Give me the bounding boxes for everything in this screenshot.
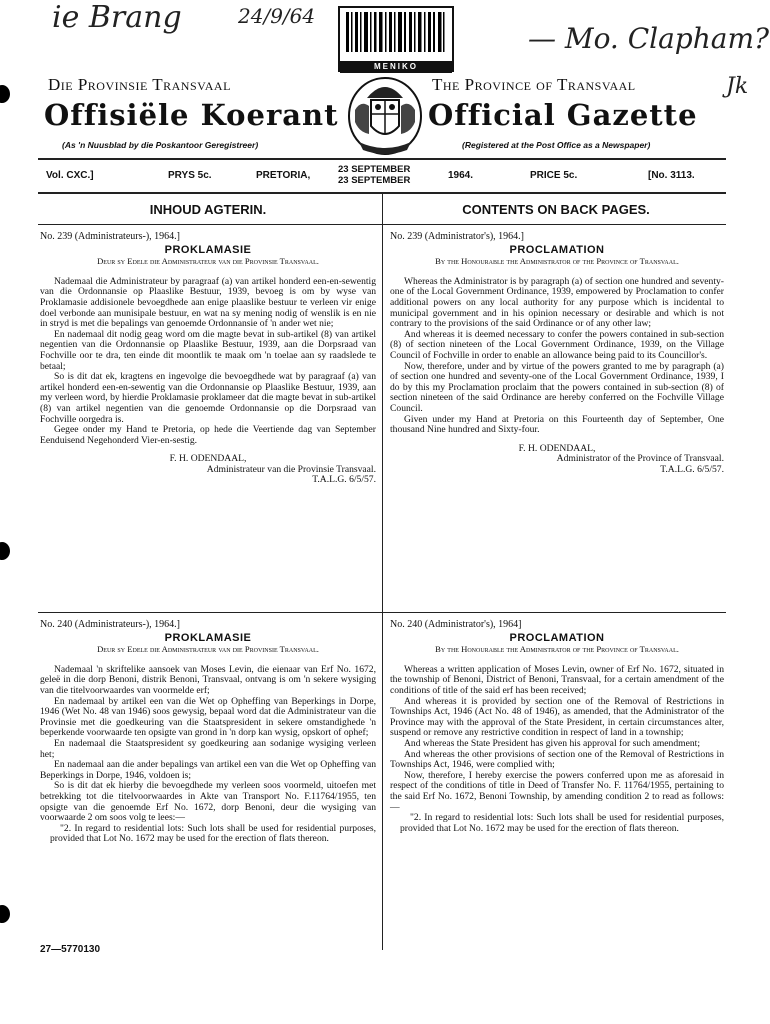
place: PRETORIA, [256,170,311,181]
notice-title: PROCLAMATION [509,631,605,644]
notice-paragraph: Nademaal 'n skriftelike aansoek van Moses Levin, die eienaar van Erf No. 1672, geleë in die dorp Benoni, distrik Benoni, Transvaal, ontvang is om 'n sekere wysiging van die titelvoorwaardes van voormelde erf; [40,663,376,696]
notice-subtitle: By the Honourable the Administrator of the Province of Transvaal. [435,256,679,267]
rule [38,158,726,160]
masthead-left-name: Offisiële Koerant [44,98,339,132]
notice-paragraph: Whereas the Administrator is by paragraph (a) of section one hundred and seventy-one of the Local Government Ordinance, 1939, empowered by Proclamation to confer additional powers on any local authority for any purpose which is incidental to municipal government and in his opinion necessary or desirable and which is not contrary to the provisions of the said Ordinance or of any other law; [390,275,724,330]
notice-subtitle: Deur sy Edele die Administrateur van die Provinsie Transvaal. [97,644,319,655]
notice-240-en [390,620,724,834]
notice-paragraph: En nademaal aan die ander bepalings van artikel een van die Wet op Opheffing van Beperkings in Dorpe, 1946, voldoen is; [40,759,376,781]
coat-of-arms [345,70,425,163]
notice-number: No. 239 (Administrator's), 1964.] [390,231,525,242]
year: 1964. [448,170,474,181]
notice-title: PROKLAMASIE [164,243,252,256]
volume: Vol. CXC.] [46,170,94,181]
signatory-role: Administrateur van die Provinsie Transvaal. [206,463,376,475]
notice-paragraph: Whereas a written application of Moses Levin, owner of Erf No. 1672, situated in the township of Benoni, District of Benoni, Transvaal, for a certain amendment of the conditions of title of the said erf has been received; [390,663,724,696]
masthead-right-title: The Province of Transvaal [432,75,636,94]
notice-239-af [40,232,376,486]
masthead-left-sub: (As 'n Nuusblad by die Poskantoor Geregistreer) [62,140,259,150]
price-en: PRICE 5c. [530,170,578,181]
masthead-right-name: Official Gazette [428,98,698,132]
date-line-2: 23 SEPTEMBER [338,175,411,186]
issue-number: [No. 3113. [648,170,695,181]
notice-quote: "2. In regard to residential lots: Such lots shall be used for residential purposes, provided that Lot No. 1672 may be used for the erection of flats thereon. [50,822,376,845]
coat-of-arms-icon [345,70,425,158]
notice-subtitle: Deur sy Edele die Administrateur van die Provinsie Transvaal. [97,256,319,267]
signatory-role: Administrator of the Province of Transvaal. [556,453,724,465]
notice-number: No. 239 (Administrateurs-), 1964.] [40,231,180,242]
notice-paragraph: So is dit dat ek, kragtens en ingevolge die bevoegdhede wat by paragraaf (a) van artikel honderd een-en-sewentig van die Ordonnansie op Plaaslike Bestuur, 1939, aan my verleen word, by hierdie Proklamasie proklameer dat die magte bevat in sub-artikel (8) van artikel negentien van die genoemde Ordonnansie op die Dorpsraad van Fochville oorgedra is. [40,371,376,425]
notice-quote: "2. In regard to residential lots: Such lots shall be used for residential purposes, provided that Lot No. 1672 may be used for the erection of flats thereon. [400,812,724,834]
section-heading-af: INHOUD AGTERIN. [149,202,267,217]
notice-paragraph: Now, therefore, under and by virtue of the powers granted to me by paragraph (a) of section one hundred and seventy-one of the Local Government Ordinance, 1939, I do by this my Proclamation proclaim that the powers contained in sub-section (8) of section nineteen of the said Ordinance are hereby conferred on the Fochville Village Council. [390,360,724,414]
notice-subtitle: By the Honourable the Administrator of the Province of Transvaal. [435,644,679,655]
barcode-stamp [338,6,454,72]
date-line-1: 23 SEPTEMBER [338,164,411,175]
notice-240-af [40,620,376,845]
notice-paragraph: En nademaal by artikel een van die Wet op Opheffing van Beperkings in Dorpe, 1946 (Wet No. 48 van 1946) soos gewysig, bepaal word dat die Administrateur van die Provinsie met die goedkeuring van die Staatspresident in sekere omstandighede 'n beperkende voorwaarde ten opsigte van grond in 'n dorp kan wysig, opskort of ophef; [40,695,376,739]
notice-paragraph: Gegee onder my Hand te Pretoria, op hede die Veertiende dag van September Eenduisend Negehonderd Vier-en-sestig. [40,424,376,446]
notice-paragraph: So is dit dat ek hierby die bevoegdhede my verleen soos voormeld, uitoefen met betrekking tot die titelvoorwaardes in Akte van Transport No. F.11764/1955, ten opsigte van die genoemde Erf No. 1672, dorp Benoni, deur die wysiging van voorwaarde 2 om soos volg te lees:— [40,780,376,824]
reference: T.A.L.G. 6/5/57. [660,463,724,475]
column-divider [382,194,383,950]
section-heading-en: CONTENTS ON BACK PAGES. [462,202,650,217]
price-af: PRYS 5c. [168,170,212,181]
print-code: 27—5770130 [40,944,101,955]
handwritten-note-left: ie Brang [52,0,182,35]
notice-paragraph: En nademaal dit nodig geag word om die magte bevat in sub-artikel (8) van artikel negentien van die Ordonnansie op Plaaslike Bestuur, 1939, aan die Dorpsraad van Fochville oor te dra, ten einde dit moontlik te maak om 'n toelae aan sy raadslede te betaal; [40,328,376,372]
handwritten-margin-mark: Jk [726,74,749,99]
notice-paragraph: Given under my Hand at Pretoria on this Fourteenth day of September, One thousand Nine hundred and Sixty-four. [390,413,724,436]
notice-paragraph: En nademaal die Staatspresident sy goedkeuring aan sodanige wysiging verleen het; [40,737,376,760]
notice-paragraph: And whereas it is provided by section one of the Removal of Restrictions in Townships Act, 1946 (Act No. 48 of 1946), as amended, that the Administrator of the Province may with the approval of the State President, in certain circumstances alter, suspend or remove any restrictive condition in respect of land in a township; [390,695,724,739]
notice-paragraph: And whereas the State President has given his approval for such amendment; [404,737,700,749]
rule [38,612,726,613]
barcode-label: MENIKO [340,61,452,73]
masthead-right-sub: (Registered at the Post Office as a Newspaper) [462,140,651,150]
punch-hole [0,905,10,923]
notice-number: No. 240 (Administrator's), 1964] [390,619,522,630]
barcode-icon [340,8,452,56]
masthead-left-title: Die Provinsie Transvaal [48,75,231,94]
notice-239-en [390,232,724,475]
handwritten-date: 24/9/64 [238,4,316,28]
notice-number: No. 240 (Administrateurs-), 1964.] [40,619,180,630]
notice-paragraph: Now, therefore, I hereby exercise the powers conferred upon me as aforesaid in respect of the conditions of title in Deed of Transfer No. F. 11764/1955, pertaining to the said Erf No. 1672, Benoni Township, by amending condition 2 to read as follows:— [390,769,724,813]
notice-paragraph: And whereas it is deemed necessary to confer the powers contained in sub-section (8) of section nineteen of the Local Government Ordinance, 1939, on the Village Council of Fochville in order to enable an allowance being paid to its Councillor's. [390,328,724,361]
notice-paragraph: And whereas the other provisions of section one of the Removal of Restrictions in Townships Act, 1946, were complied with; [390,748,724,771]
signatory: F. H. ODENDAAL, [518,442,596,454]
notice-title: PROKLAMASIE [164,631,252,644]
reference: T.A.L.G. 6/5/57. [312,474,376,486]
notice-title: PROCLAMATION [509,243,605,256]
notice-paragraph: Nademaal die Administrateur by paragraaf (a) van artikel honderd een-en-sewentig van die Ordonnansie op Plaaslike Bestuur, 1939, bevoeg is om by wyse van Proklamasie addisionele bevoegdhede aan enige plaaslike bestuur te verleen vir enige doel verbonde aan munisipale bestuur, en wat na sy mening nodig of wenslik is en nie in stryd is met die bepalings van genoemde Ordonnansie of 'n ander wet nie; [40,275,376,330]
punch-hole [0,85,10,103]
signatory: F. H. ODENDAAL, [169,453,247,465]
punch-hole [0,542,10,560]
handwritten-note-right: — Mo. Clapham? [528,22,770,55]
